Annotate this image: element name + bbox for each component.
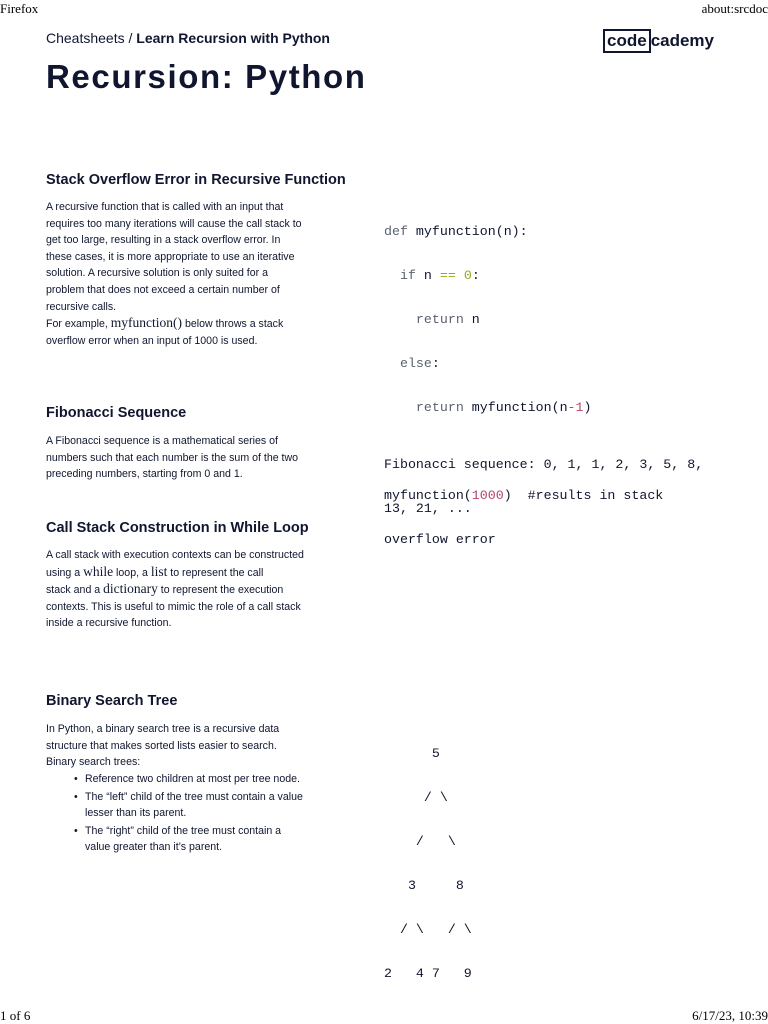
code-line [384, 265, 663, 287]
breadcrumb-separator: / [124, 30, 137, 46]
text-line: structure that makes sorted lists easier to search. [46, 739, 277, 752]
list-item-text: • The “left” child of the tree must contain a value [85, 790, 303, 803]
text-line: Binary search trees: [46, 756, 141, 769]
code-keyword: def [384, 224, 408, 239]
code-line: 3 8 [384, 878, 464, 893]
code-keyword: return [415, 400, 464, 415]
breadcrumb [46, 30, 330, 46]
inline-code-while: while [83, 563, 114, 579]
code-text: : [471, 268, 480, 283]
code-line: 5 [384, 746, 440, 761]
text-line: A call stack with execution contexts can be constructed [46, 549, 304, 561]
text-fragment: stack and a [46, 584, 104, 597]
text-line: solution. A recursive solution is only suited for a [46, 267, 268, 280]
text-fragment: below throws a stack [182, 318, 284, 331]
inline-code-dictionary: dictionary [103, 581, 158, 597]
text-line: contexts. This is useful to mimic the role of a call stack [46, 600, 301, 613]
code-block-bst-diagram [384, 721, 472, 1007]
text-line: preceding numbers, starting from 0 and 1. [46, 468, 243, 481]
text-line: A Fibonacci sequence is a mathematical series of [46, 435, 279, 447]
code-keyword: else [399, 356, 432, 371]
codecademy-logo[interactable] [603, 29, 714, 53]
text-line [46, 581, 346, 599]
print-footer-timestamp: 6/17/23, 10:39 [692, 1008, 768, 1023]
code-block-fibonacci [384, 432, 703, 542]
list-item [85, 789, 415, 822]
logo-boxed-text: code [603, 29, 651, 53]
code-number: 1000 [471, 488, 504, 503]
stack-overflow-description [46, 199, 346, 349]
text-line [46, 315, 346, 333]
text-line: In Python, a binary search tree is a recursive data [46, 723, 280, 735]
code-number: 0 [463, 268, 472, 283]
code-keyword: return [415, 312, 464, 327]
fibonacci-description [46, 433, 336, 483]
code-text [456, 268, 464, 283]
text-line: numbers such that each number is the sum of the two [46, 451, 299, 464]
inline-code-myfunction: myfunction() [110, 315, 182, 331]
inline-code-list: list [150, 563, 168, 579]
code-line [384, 397, 663, 419]
print-header-right: about:srcdoc [701, 1, 768, 16]
code-number: 1 [575, 400, 584, 415]
breadcrumb-current: Learn Recursion with Python [136, 30, 330, 46]
code-operator: - [567, 400, 576, 415]
text-line: overflow error when an input of 1000 is used. [46, 334, 258, 347]
code-text: : [431, 356, 440, 371]
text-fragment: to represent the call [167, 566, 264, 579]
code-line [384, 353, 663, 375]
text-line: recursive calls. [46, 300, 117, 313]
text-fragment: using a [46, 566, 84, 579]
code-line: 13, 21, ... [384, 501, 472, 516]
list-item [85, 823, 415, 856]
code-text: myfunction(n): [407, 224, 528, 239]
section-title-binary-search-tree: Binary Search Tree [46, 693, 178, 709]
text-fragment: loop, a [113, 566, 151, 579]
logo-rest-text: cademy [650, 31, 715, 50]
code-line: / \ [384, 790, 448, 805]
code-text: myfunction(n [463, 400, 568, 415]
code-line: Fibonacci sequence: 0, 1, 1, 2, 3, 5, 8, [384, 457, 704, 472]
text-line: A recursive function that is called with an input that [46, 201, 284, 213]
code-text: ) [583, 400, 592, 415]
list-item [85, 771, 415, 788]
print-header-left: Firefox [0, 1, 39, 16]
text-fragment: to represent the execution [157, 584, 284, 597]
bst-description [46, 721, 336, 771]
code-line: overflow error [384, 532, 496, 547]
text-line [46, 564, 346, 582]
text-line: inside a recursive function. [46, 617, 172, 630]
code-keyword: if [399, 268, 416, 283]
section-title-fibonacci: Fibonacci Sequence [46, 405, 187, 421]
code-text: myfunction( [384, 488, 472, 503]
code-text: n [415, 268, 440, 283]
text-line: get too large, resulting in a stack overflow error. In [46, 234, 281, 247]
code-text: n [463, 312, 480, 327]
text-line: problem that does not exceed a certain number of [46, 283, 280, 296]
list-item-text: lesser than its parent. [85, 807, 187, 820]
print-footer-page: 1 of 6 [0, 1008, 31, 1023]
list-item-text: • Reference two children at most per tree node. [85, 773, 300, 785]
text-line: these cases, it is more appropriate to use an iterative [46, 250, 295, 263]
text-fragment: For example, [46, 318, 111, 331]
code-operator: == [439, 268, 456, 283]
code-line [384, 221, 663, 243]
code-line: / \ [384, 834, 456, 849]
call-stack-description [46, 547, 346, 632]
text-line: requires too many iterations will cause the call stack to [46, 217, 302, 230]
code-line: 2 4 7 9 [384, 966, 472, 981]
code-line [384, 309, 663, 331]
code-text: ) #results in stack [503, 488, 664, 503]
section-title-stack-overflow: Stack Overflow Error in Recursive Function [46, 172, 346, 188]
breadcrumb-root-link[interactable]: Cheatsheets [46, 30, 125, 46]
bst-bullet-list [46, 771, 415, 857]
page-title: Recursion: Python [46, 58, 367, 95]
list-item-text: • The “right” child of the tree must contain a [85, 824, 282, 837]
list-item-text: value greater than it’s parent. [85, 841, 223, 854]
code-line: / \ / \ [384, 922, 472, 937]
section-title-call-stack: Call Stack Construction in While Loop [46, 520, 309, 536]
